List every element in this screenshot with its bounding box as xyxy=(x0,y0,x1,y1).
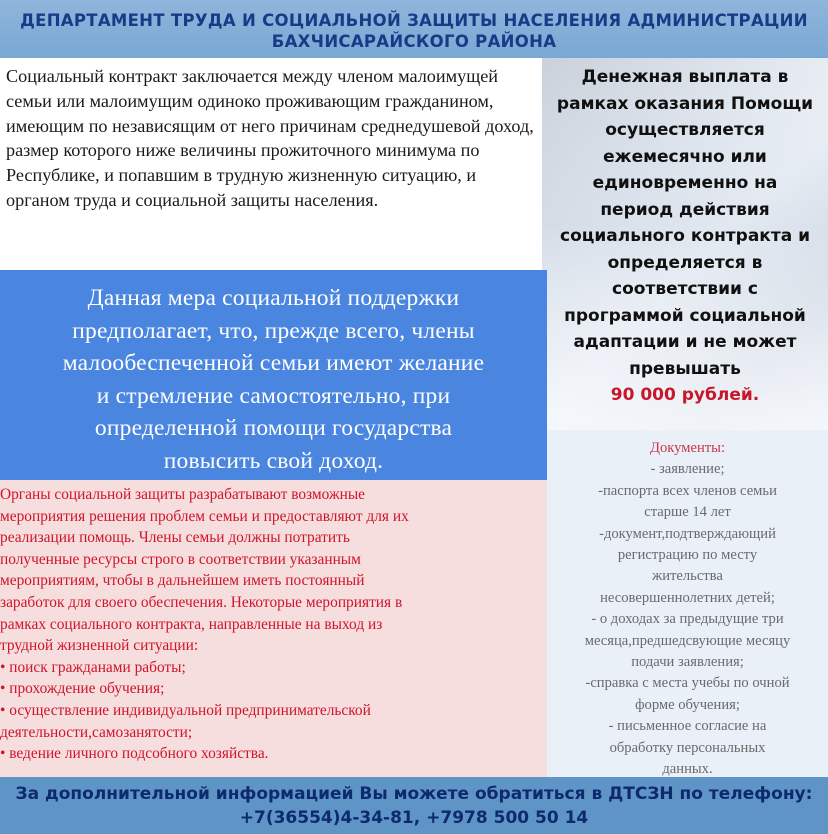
payment-line: единовременно на xyxy=(592,173,778,193)
payment-line: определяется в xyxy=(607,252,763,273)
support-line: определенной помощи государства xyxy=(94,415,453,441)
documents-line: -документ,подтверждающий xyxy=(599,525,776,542)
payment-line: осуществляется xyxy=(605,120,765,140)
documents-box xyxy=(547,430,828,777)
organs-line: заработок для своего обеспечения. Некоторые мероприятия в xyxy=(0,593,403,611)
documents-title: Документы: xyxy=(650,440,725,456)
organs-line: деятельности,самозанятости; xyxy=(0,723,193,741)
support-line: предполагает, что, прежде всего, члены xyxy=(72,317,475,344)
contact-footer xyxy=(0,777,828,834)
payment-line: рамках оказания Помощи xyxy=(556,93,814,114)
documents-line: старше 14 лет xyxy=(644,504,731,521)
header-line-1: ДЕПАРТАМЕНТ ТРУДА И СОЦИАЛЬНОЙ ЗАЩИТЫ НАСЕЛЕНИЯ АДМИНИСТРАЦИИ xyxy=(20,11,808,30)
documents-line: обработку персональных xyxy=(609,739,766,756)
organs-bullet: • прохождение обучения; xyxy=(0,680,165,698)
footer-info: За дополнительной информацией Вы можете обратиться в ДТСЗН по телефону: xyxy=(15,784,813,804)
social-organs-box xyxy=(0,480,547,777)
intro-paragraph: Социальный контракт заключается между членом малоимущей семьи или малоимущим одиноко проживающим гражданином, имеющим по независящим от него причинам среднедушевой доход, размер которого ниже величины прожиточного минимума по Республике, и попавшим в трудную жизненную ситуацию, и органом труда и социальной защиты населения. xyxy=(0,58,542,270)
documents-line: -справка с места учебы по очной xyxy=(585,675,790,692)
organs-line: трудной жизненной ситуации: xyxy=(0,637,199,655)
organs-line: рамках социального контракта, направленные на выход из xyxy=(0,615,383,633)
payment-line: социального контракта и xyxy=(560,226,810,246)
documents-line: - заявление; xyxy=(650,461,725,478)
support-measure-box xyxy=(0,270,547,480)
documents-line: регистрацию по месту xyxy=(617,547,758,564)
payment-amount: 90 000 рублей. xyxy=(610,385,760,405)
organs-line: реализации помощь. Члены семьи должны потратить xyxy=(0,529,350,547)
organs-line: мероприятия решения проблем семьи и предоставляют для их xyxy=(0,507,409,525)
payment-line: программой социальной xyxy=(564,305,806,326)
documents-line: - о доходах за предыдущие три xyxy=(591,611,784,628)
payment-line: соответствии с xyxy=(612,279,758,299)
organs-line: мероприятиям, чтобы в дальнейшем иметь постоянный xyxy=(0,572,365,590)
organs-bullet: • ведение личного подсобного хозяйства. xyxy=(0,745,269,763)
organs-line: Органы социальной защиты разрабатывают возможные xyxy=(0,486,366,503)
payment-line: Денежная выплата в xyxy=(581,67,789,87)
organs-bullet: • осуществление индивидуальной предпринимательской xyxy=(0,701,371,719)
documents-line: -паспорта всех членов семьи xyxy=(598,482,777,499)
documents-line: данных. xyxy=(662,761,713,778)
payment-line: превышать xyxy=(629,358,741,379)
support-line: повысить свой доход. xyxy=(163,447,384,474)
payment-text xyxy=(542,64,828,409)
support-line: Данная мера социальной поддержки xyxy=(87,285,460,311)
organs-bullet: • поиск гражданами работы; xyxy=(0,658,186,676)
payment-panel xyxy=(542,58,828,430)
payment-line: период действия xyxy=(600,199,770,220)
payment-line: ежемесячно или xyxy=(603,146,767,167)
documents-line: месяца,предшедсвующие месяцу xyxy=(584,632,791,649)
documents-line: жительства xyxy=(652,568,723,585)
documents-line: - письменное согласие на xyxy=(608,718,767,735)
footer-phones: +7(36554)4-34-81, +7978 500 50 14 xyxy=(239,808,589,828)
organs-line: полученные ресурсы строго в соответствии указанным xyxy=(0,550,361,568)
documents-line: форме обучения; xyxy=(635,696,740,713)
support-line: и стремление самостоятельно, при xyxy=(96,382,451,409)
payment-line: адаптации и не может xyxy=(573,332,797,352)
support-line: малообеспеченной семьи имеют желание xyxy=(62,350,485,376)
department-header xyxy=(0,0,828,58)
header-line-2: БАХЧИСАРАЙСКОГО РАЙОНА xyxy=(271,32,557,51)
documents-line: подачи заявления; xyxy=(631,654,744,671)
documents-line: несовершеннолетних детей; xyxy=(600,589,775,606)
